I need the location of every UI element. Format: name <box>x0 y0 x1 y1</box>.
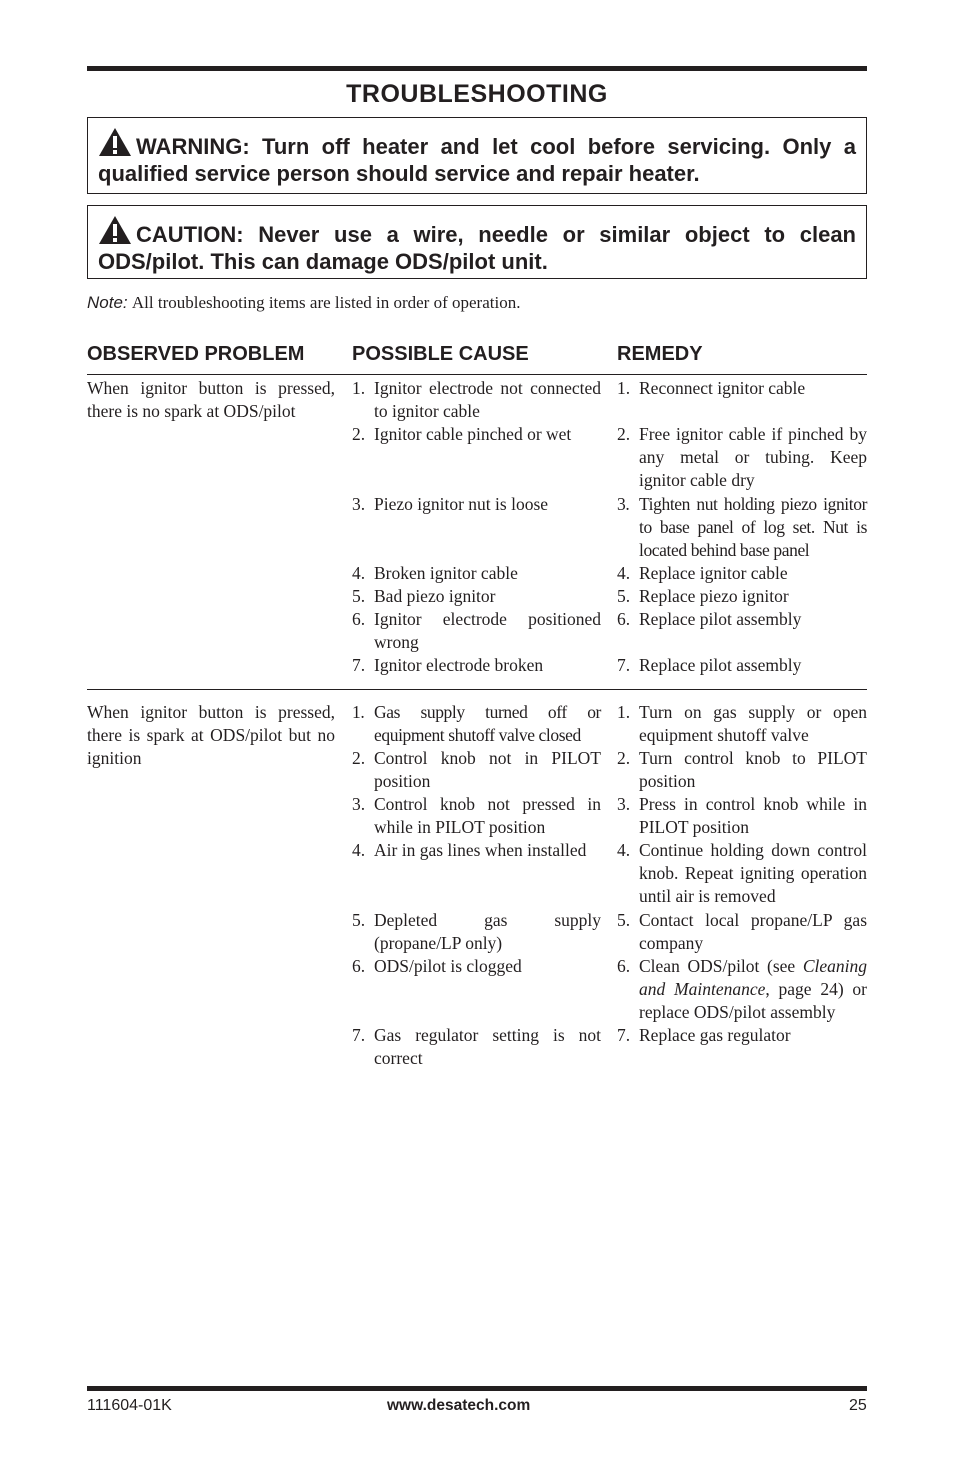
remedy-2-2: 2. Turn control knob to PILOT position <box>617 748 867 791</box>
footer-doc-number: 111604-01K <box>87 1397 172 1414</box>
caution-triangle-icon <box>98 215 132 245</box>
cause-1-3: 3. Piezo ignitor nut is loose <box>352 494 549 514</box>
remedy-2-5: 5. Contact local propane/LP gas company <box>617 910 867 953</box>
problem-1: When ignitor button is pressed, there is no spark at ODS/pilot <box>87 378 335 421</box>
footer-page-number: 25 <box>849 1397 867 1414</box>
caution-box <box>87 205 867 279</box>
cause-1-1: 1. Ignitor electrode not connected to ignitor cable <box>352 378 601 421</box>
top-rule <box>87 66 867 71</box>
remedy-1-6: 6. Replace pilot assembly <box>617 609 802 629</box>
caution-text: CAUTION: Never use a wire, needle or similar object to clean ODS/pilot. This can damage ODS/pilot unit. <box>98 222 856 274</box>
problem-2: When ignitor button is pressed, there is spark at ODS/pilot but no ignition <box>87 702 335 768</box>
remedy-1-3: 3. Tighten nut holding piezo ignitor to base panel of log set. Nut is located behind base panel <box>617 494 867 560</box>
remedy-2-6: 6. Clean ODS/pilot (see Cleaning and Maintenance, page 24) or replace ODS/pilot assembly <box>617 956 867 1022</box>
cause-2-1: 1. Gas supply turned off or equipment shutoff valve closed <box>352 702 601 745</box>
column-header-remedy: REMEDY <box>617 343 703 365</box>
cause-1-7: 7. Ignitor electrode broken <box>352 655 544 675</box>
warning-text: WARNING: Turn off heater and let cool before servicing. Only a qualified service person should service and repair heater. <box>98 134 856 186</box>
remedy-1-2: 2. Free ignitor cable if pinched by any metal or tubing. Keep ignitor cable dry <box>617 424 867 490</box>
header-divider <box>87 374 867 375</box>
note-label: Note: <box>87 293 128 312</box>
note-text: All troubleshooting items are listed in order of operation. <box>131 293 521 312</box>
warning-box <box>87 117 867 194</box>
column-header-cause: POSSIBLE CAUSE <box>352 343 529 365</box>
remedy-2-1: 1. Turn on gas supply or open equipment shutoff valve <box>617 702 867 745</box>
cause-1-5: 5. Bad piezo ignitor <box>352 586 496 606</box>
remedy-1-1: 1. Reconnect ignitor cable <box>617 378 806 398</box>
cause-1-6: 6. Ignitor electrode positioned wrong <box>352 609 601 652</box>
remedy-2-3: 3. Press in control knob while in PILOT position <box>617 794 867 837</box>
bottom-rule <box>87 1386 867 1391</box>
row-divider <box>87 689 867 690</box>
cause-2-5: 5. Depleted gas supply (propane/LP only) <box>352 910 601 953</box>
column-header-problem: OBSERVED PROBLEM <box>87 343 305 365</box>
remedy-1-5: 5. Replace piezo ignitor <box>617 586 789 606</box>
remedy-1-7: 7. Replace pilot assembly <box>617 655 802 675</box>
footer-website[interactable]: www.desatech.com <box>387 1397 531 1414</box>
cause-2-6: 6. ODS/pilot is clogged <box>352 956 522 976</box>
cause-2-7: 7. Gas regulator setting is not correct <box>352 1025 601 1068</box>
note <box>87 293 520 313</box>
cause-2-2: 2. Control knob not in PILOT position <box>352 748 601 791</box>
cause-2-3: 3. Control knob not pressed in while in PILOT position <box>352 794 601 837</box>
warning-triangle-icon <box>98 127 132 157</box>
remedy-2-4: 4. Continue holding down control knob. Repeat igniting operation until air is removed <box>617 840 867 906</box>
remedy-1-4: 4. Replace ignitor cable <box>617 563 788 583</box>
cause-2-4: 4. Air in gas lines when installed <box>352 840 587 860</box>
page-title: TROUBLESHOOTING <box>346 80 608 108</box>
cause-1-4: 4. Broken ignitor cable <box>352 563 518 583</box>
remedy-2-7: 7. Replace gas regulator <box>617 1025 791 1045</box>
cause-1-2: 2. Ignitor cable pinched or wet <box>352 424 572 444</box>
